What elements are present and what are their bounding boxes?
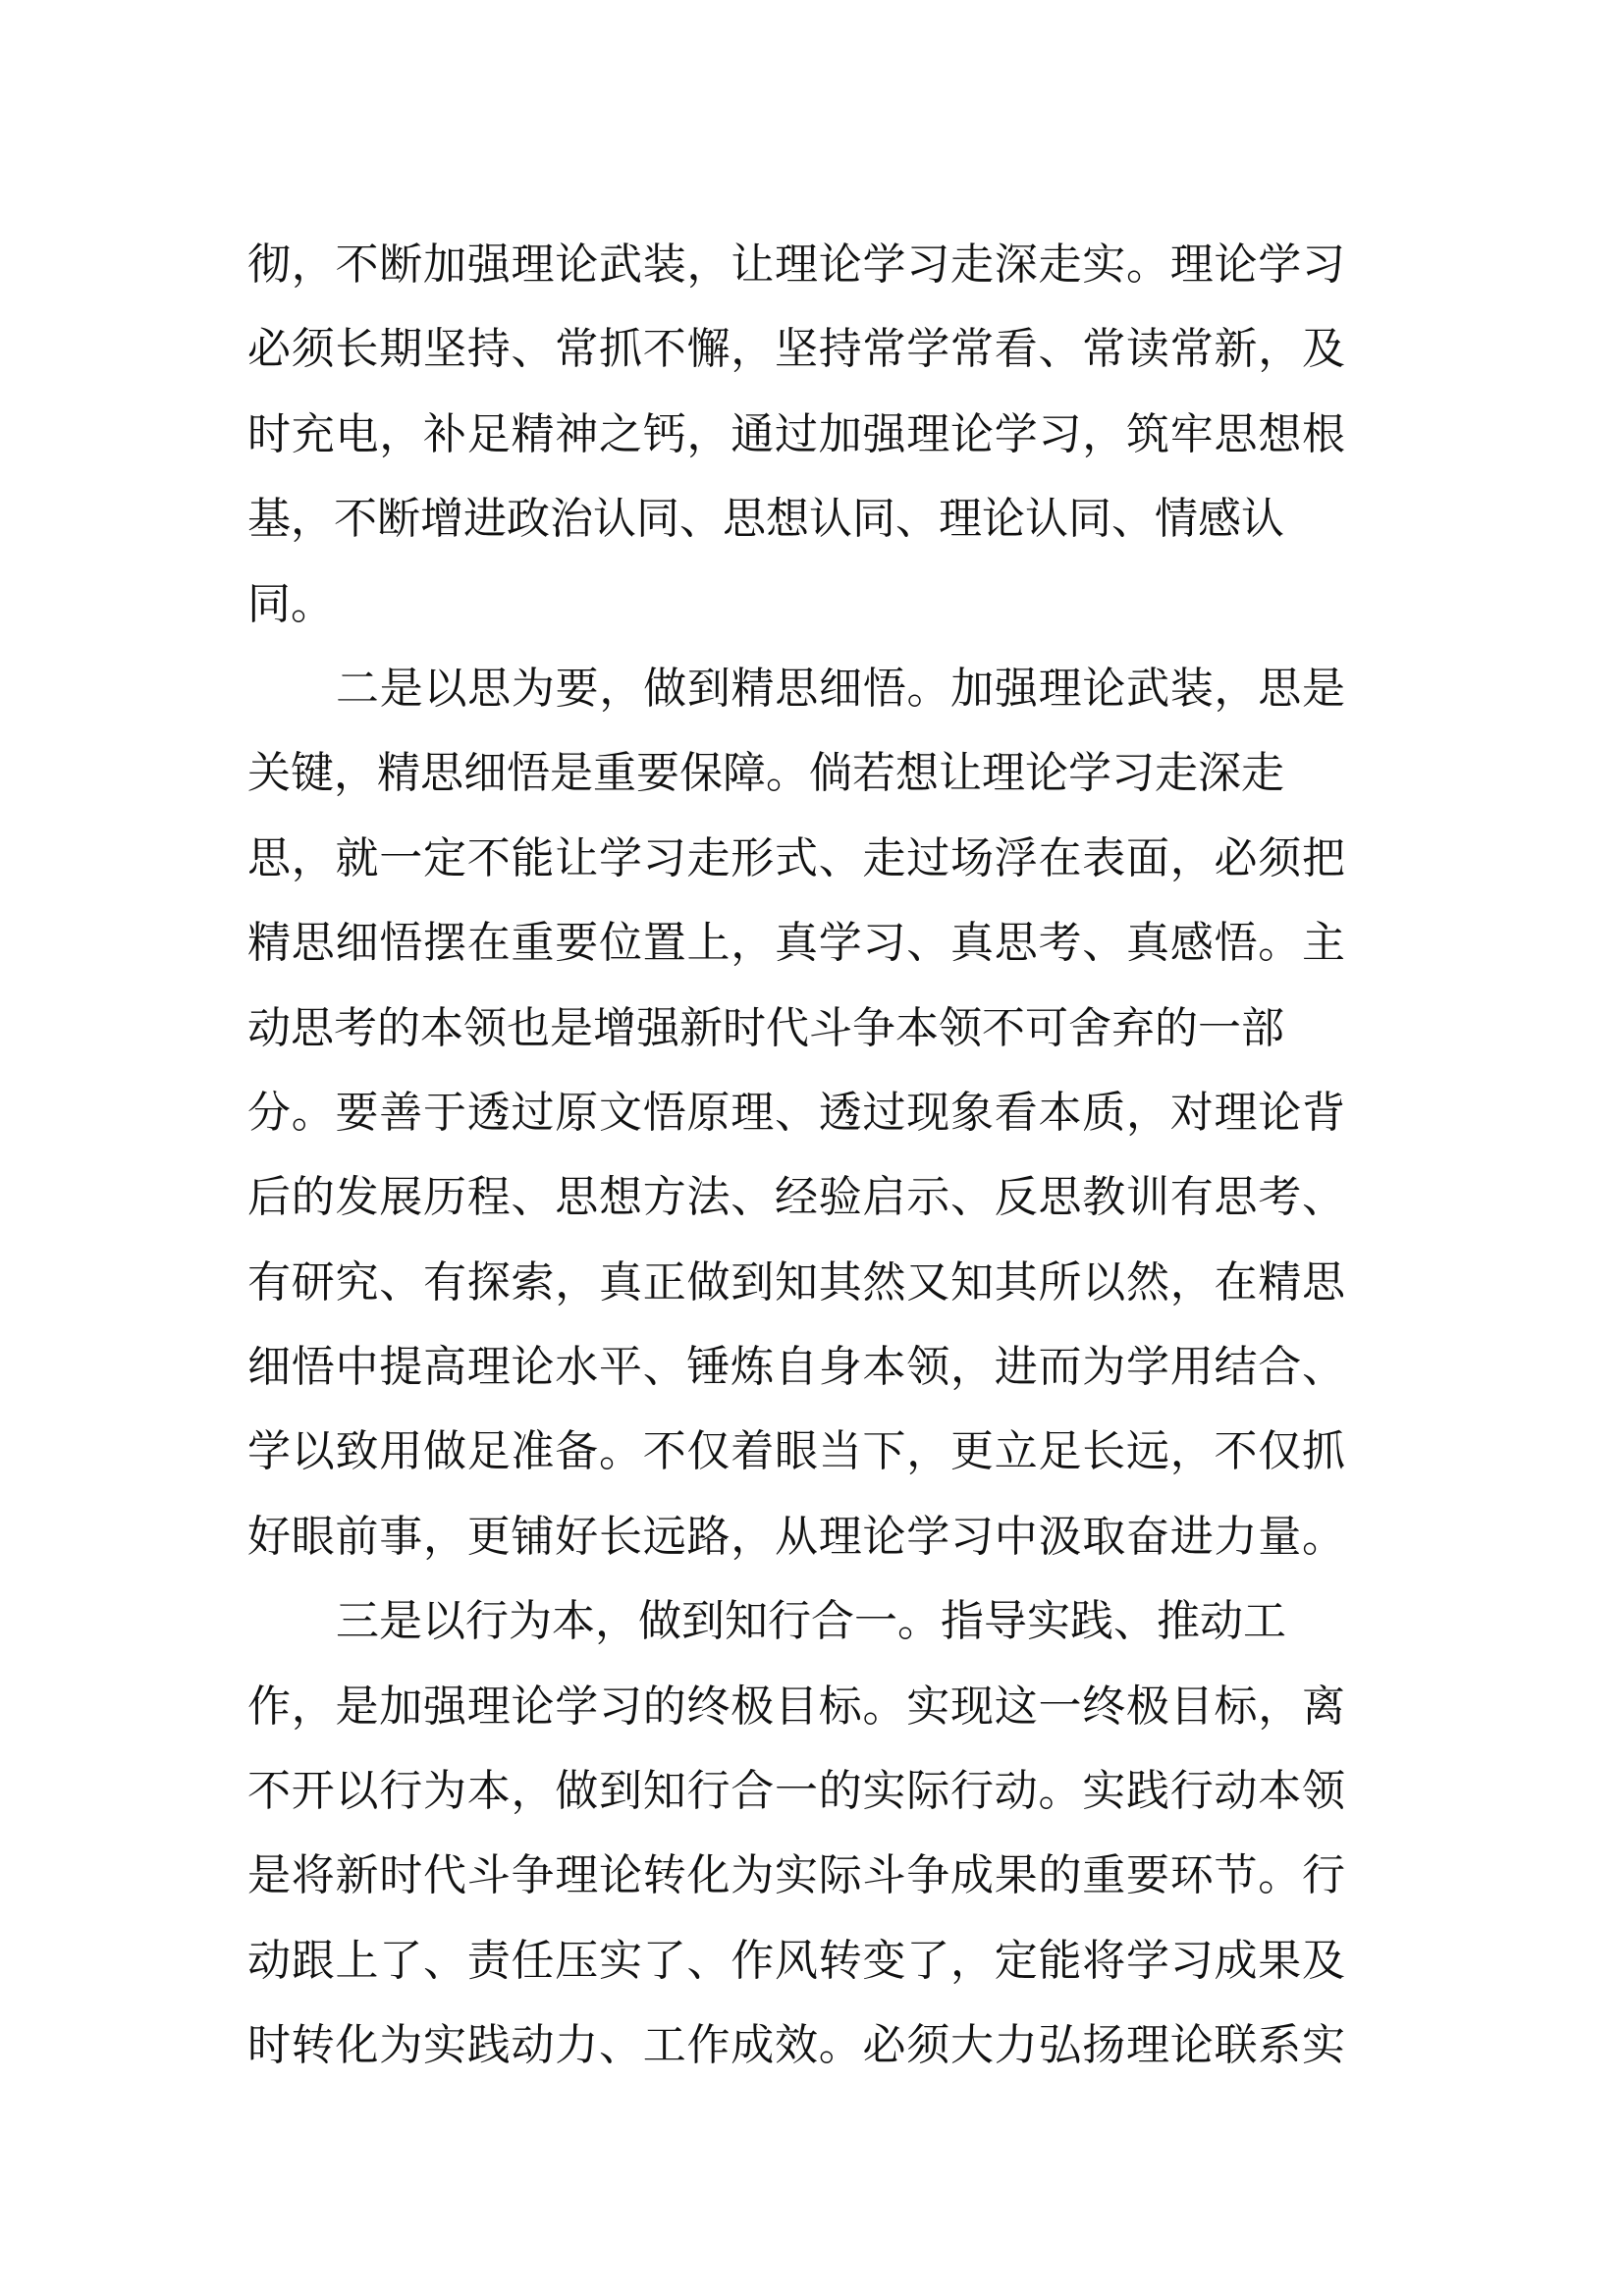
text-line: 不开以行为本，做到知行合一的实际行动。实践行动本领 bbox=[247, 1766, 1345, 1817]
text-line: 时转化为实践动力、工作成效。必须大力弘扬理论联系实 bbox=[247, 2020, 1345, 2071]
text-line: 分。要善于透过原文悟原理、透过现象看本质，对理论背 bbox=[247, 1087, 1345, 1138]
text-line: 必须长期坚持、常抓不懈，坚持常学常看、常读常新，及 bbox=[247, 324, 1345, 375]
text-line: 基，不断增进政治认同、思想认同、理论认同、情感认 bbox=[247, 494, 1284, 545]
text-line: 关键，精思细悟是重要保障。倘若想让理论学习走深走 bbox=[247, 748, 1284, 799]
text-line: 有研究、有探索，真正做到知其然又知其所以然，在精思 bbox=[247, 1256, 1345, 1308]
text-line: 精思细悟摆在重要位置上，真学习、真思考、真感悟。主 bbox=[247, 918, 1345, 969]
text-line: 思，就一定不能让学习走形式、走过场浮在表面，必须把 bbox=[247, 832, 1345, 883]
paragraph-start-line: 二是以思为要，做到精思细悟。加强理论武装，思是 bbox=[336, 663, 1345, 714]
text-line: 学以致用做足准备。不仅着眼当下，更立足长远，不仅抓 bbox=[247, 1426, 1345, 1477]
text-line: 细悟中提高理论水平、锤炼自身本领，进而为学用结合、 bbox=[247, 1342, 1345, 1393]
text-line: 作，是加强理论学习的终极目标。实现这一终极目标，离 bbox=[247, 1681, 1345, 1732]
text-line: 时充电，补足精神之钙，通过加强理论学习，筑牢思想根 bbox=[247, 408, 1345, 459]
document-body bbox=[247, 223, 1345, 2089]
text-line: 后的发展历程、思想方法、经验启示、反思教训有思考、 bbox=[247, 1172, 1345, 1223]
text-line: 动跟上了、责任压实了、作风转变了，定能将学习成果及 bbox=[247, 1935, 1345, 1986]
text-line: 彻，不断加强理论武装，让理论学习走深走实。理论学习 bbox=[247, 240, 1345, 290]
text-line: 好眼前事，更铺好长远路，从理论学习中汲取奋进力量。 bbox=[247, 1511, 1345, 1562]
text-line: 是将新时代斗争理论转化为实际斗争成果的重要环节。行 bbox=[247, 1850, 1345, 1901]
text-line: 同。 bbox=[247, 578, 334, 629]
text-line: 动思考的本领也是增强新时代斗争本领不可舍弃的一部 bbox=[247, 1002, 1284, 1053]
paragraph-start-line: 三是以行为本，做到知行合一。指导实践、推动工 bbox=[336, 1596, 1286, 1647]
